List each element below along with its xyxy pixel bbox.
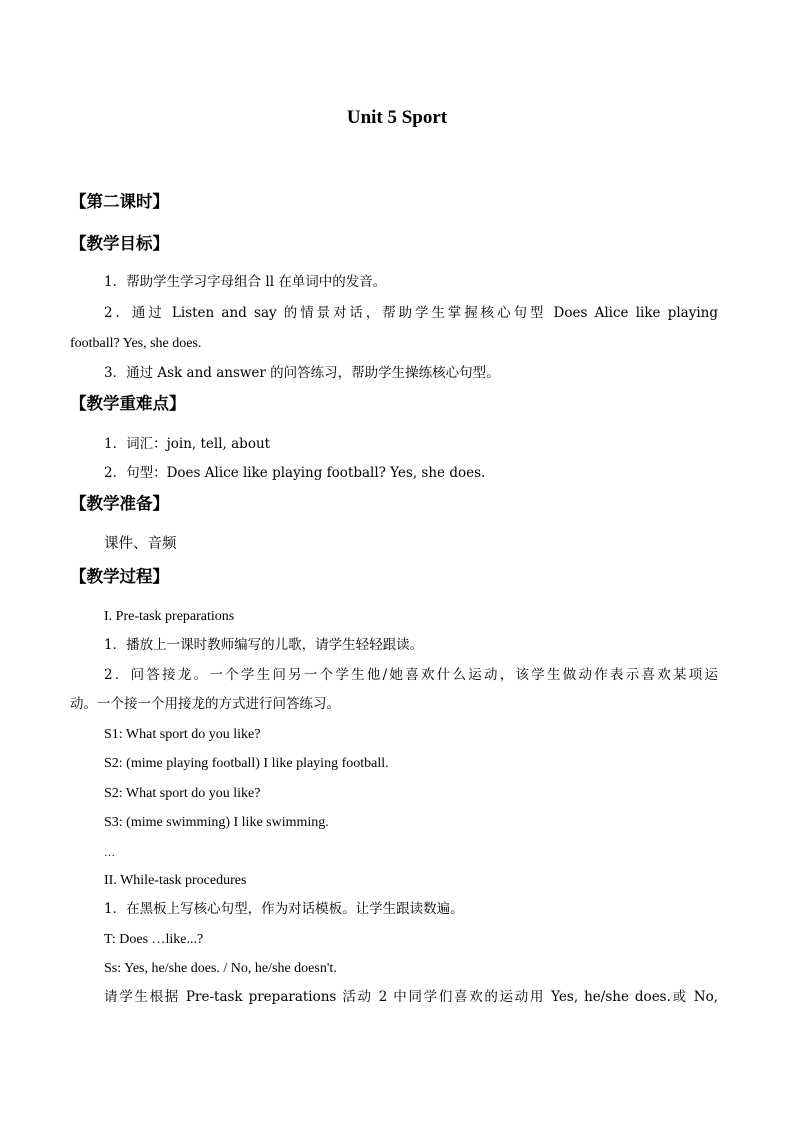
heading-preparation: 【教学准备】	[70, 494, 169, 513]
dialogue-line-4: S3: (mime swimming) I like swimming.	[104, 815, 329, 830]
process-step-2: 2．问答接龙。一个学生问另一个学生他/她喜欢什么运动，该学生做动作表示喜欢某项运	[104, 667, 718, 683]
objective-2-continued: football? Yes, she does.	[70, 336, 202, 351]
template-teacher: T: Does …like...?	[104, 932, 204, 947]
section-pre-task: I. Pre-task preparations	[104, 609, 235, 624]
preparation-text: 课件、音频	[104, 536, 177, 552]
heading-key-points: 【教学重难点】	[70, 394, 186, 413]
section-while-task: II. While-task procedures	[104, 873, 247, 888]
dialogue-line-3: S2: What sport do you like?	[104, 786, 261, 801]
dialogue-line-2: S2: (mime playing football) I like playing football.	[104, 756, 389, 771]
heading-lesson: 【第二课时】	[70, 192, 169, 211]
objective-1: 1．帮助学生学习字母组合 ll 在单词中的发音。	[104, 274, 387, 290]
dialogue-ellipsis: …	[104, 847, 115, 859]
objective-3: 3．通过 Ask and answer 的问答练习，帮助学生操练核心句型。	[104, 365, 500, 381]
process-step-1: 1．播放上一课时教师编写的儿歌，请学生轻轻跟读。	[104, 637, 424, 653]
dialogue-line-1: S1: What sport do you like?	[104, 727, 261, 742]
process-step-2-continued: 动。一个接一个用接龙的方式进行问答练习。	[70, 696, 340, 712]
while-step-instruction: 请学生根据 Pre-task preparations 活动 2 中同学们喜欢的运动用 Yes, he/she does.或 No,	[104, 989, 718, 1005]
heading-process: 【教学过程】	[70, 567, 169, 586]
template-students: Ss: Yes, he/she does. / No, he/she doesn't.	[104, 961, 337, 976]
objective-2: 2．通过 Listen and say 的情景对话，帮助学生掌握核心句型 Does Alice like playing	[104, 305, 718, 321]
document-title: Unit 5 Sport	[346, 107, 448, 128]
while-step-1: 1．在黑板上写核心句型，作为对话模板。让学生跟读数遍。	[104, 901, 464, 917]
key-point-2: 2．句型：Does Alice like playing football? Yes, she does.	[104, 465, 486, 481]
key-point-1: 1．词汇：join, tell, about	[104, 436, 271, 452]
heading-objectives: 【教学目标】	[70, 234, 169, 253]
